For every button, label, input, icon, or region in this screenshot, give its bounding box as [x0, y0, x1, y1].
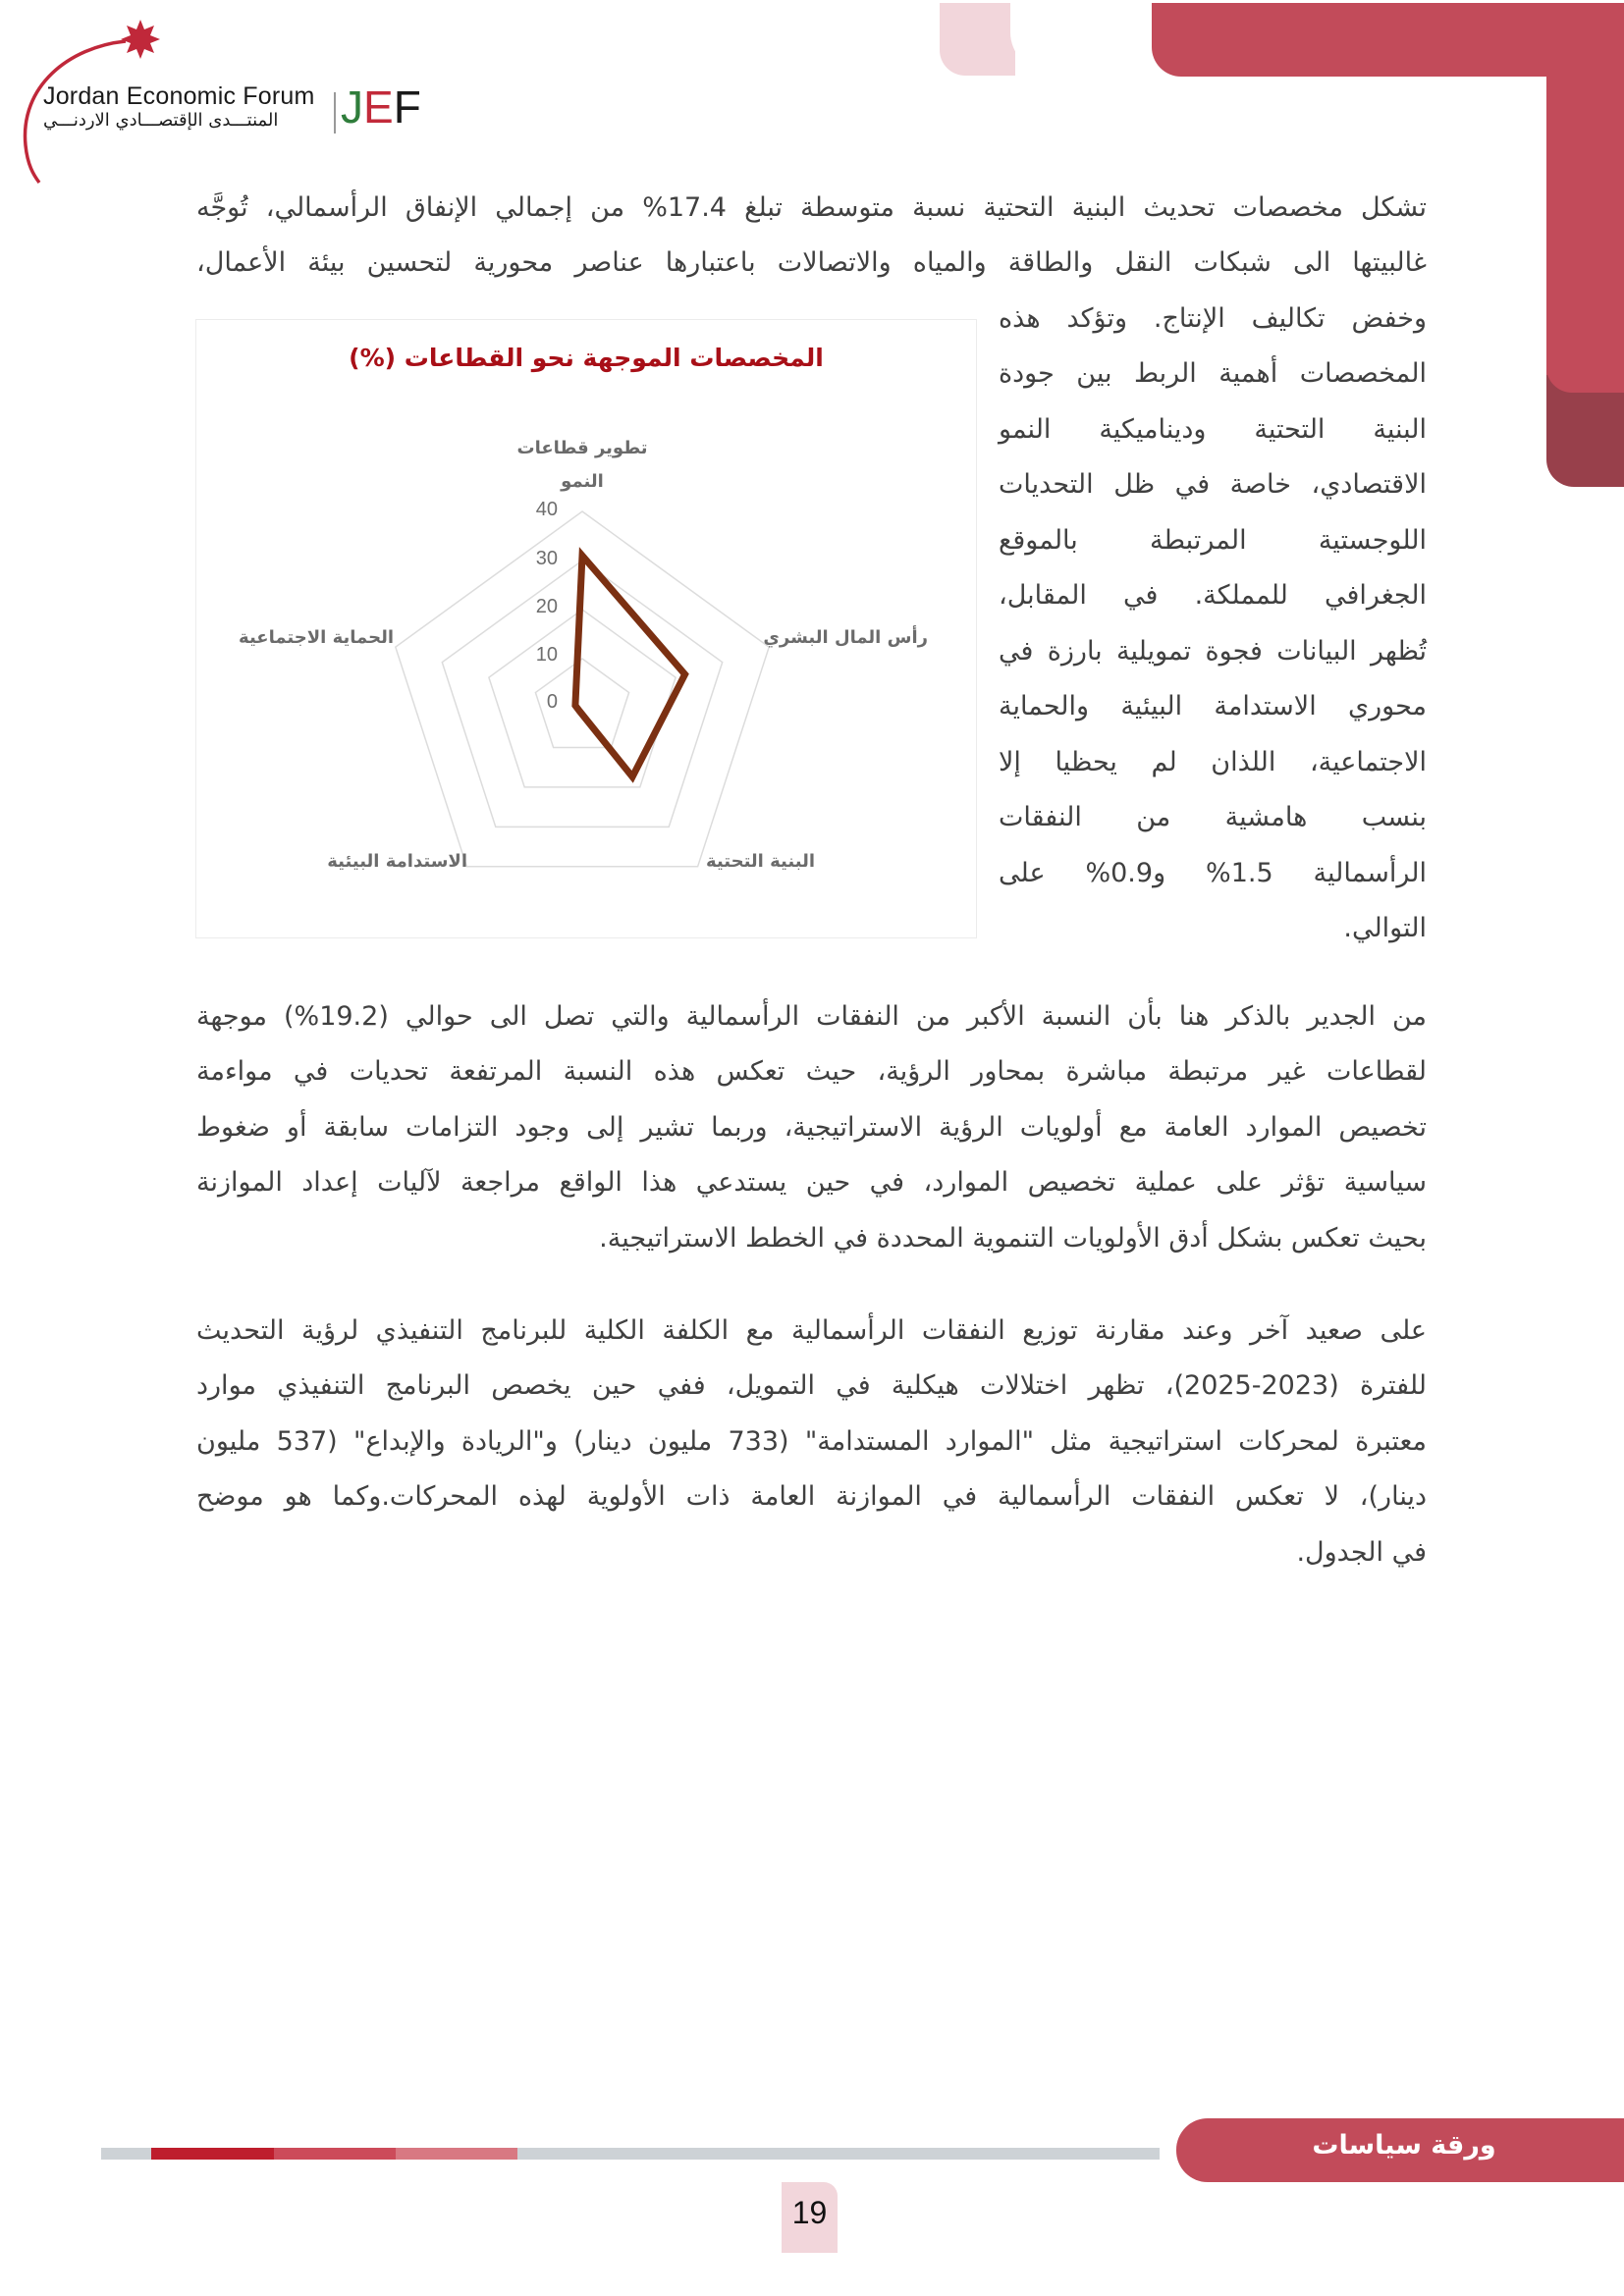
paragraph-2-line: لقطاعات غير مرتبطة مباشرة بمحاور الرؤية، حيث تعكس هذه النسبة المرتفعة تحديات في مواءمة	[196, 1056, 1427, 1087]
paragraph-3-line: معتبرة لمحركات استراتيجية مثل "الموارد المستدامة" (733 مليون دينار) و"الريادة والإبداع" (537 مليون	[196, 1426, 1427, 1457]
header-decoration-pink-tail	[992, 3, 1056, 76]
axis-label-growth-line2: النمو	[561, 471, 604, 492]
logo-separator	[334, 92, 336, 133]
radar-tick-label: 10	[535, 644, 558, 666]
logo-letter-e: E	[363, 81, 394, 133]
logo-letter-f: F	[393, 81, 421, 133]
paragraph-1-side-line: بنسب هامشية من النفقات	[999, 802, 1427, 832]
paragraph-1-side-line: الاقتصادي، خاصة في ظل التحديات	[999, 469, 1427, 500]
paragraph-1-side-line: وخفض تكاليف الإنتاج. وتؤكد هذه	[999, 303, 1427, 334]
paragraph-1-side-line: التوالي.	[1343, 913, 1427, 943]
paragraph-1-side-line: المخصصات أهمية الربط بين جودة	[999, 358, 1427, 389]
footer-accent-segment	[151, 2148, 274, 2160]
logo-name-en: Jordan Economic Forum	[43, 82, 315, 110]
paragraph-1-side-line: الجغرافي للمملكة. في المقابل،	[999, 580, 1427, 611]
paragraph-1-line: تشكل مخصصات تحديث البنية التحتية نسبة متوسطة تبلغ 17.4% من إجمالي الإنفاق الرأسمالي، تُوجَّه	[196, 192, 1427, 223]
policy-paper-badge-label: ورقة سياسات	[1312, 2130, 1496, 2161]
axis-label-human-capital: رأس المال البشري	[763, 627, 928, 648]
footer-accent-segment	[396, 2148, 517, 2160]
paragraph-2-line: بحيث تعكس بشكل أدق الأولويات التنموية المحددة في الخطط الاستراتيجية.	[599, 1223, 1427, 1254]
logo-name-ar: المنتـــدى الإقتصـــادي الاردنـــي	[43, 110, 279, 131]
axis-label-growth: تطوير قطاعات	[516, 438, 648, 458]
page-number: 19	[791, 2195, 828, 2230]
paragraph-3-line: دينار)، لا تعكس النفقات الرأسمالية في الموازنة العامة ذات الأولوية لهذه المحركات.وكما هو موضح	[196, 1481, 1427, 1512]
header-decoration-red-column-end	[1546, 334, 1624, 393]
paragraph-1-side-line: اللوجستية المرتبطة بالموقع	[999, 525, 1427, 556]
paragraph-1-side-line: محوري الاستدامة البيئية والحماية	[999, 691, 1427, 721]
paragraph-3-line: على صعيد آخر وعند مقارنة توزيع النفقات الرأسمالية مع الكلفة الكلية للبرنامج التنفيذي لرؤية التحديث	[196, 1315, 1427, 1346]
radar-tick-label: 40	[535, 499, 558, 520]
radar-tick-label: 0	[546, 691, 558, 713]
paragraph-2-line: سياسية تؤثر على عملية تخصيص الموارد، في حين يستدعي هذا الواقع مراجعة لآليات إعداد الموازنة	[196, 1167, 1427, 1198]
radar-tick-label: 20	[535, 596, 558, 617]
paragraph-1-side-line: الاجتماعية، اللذان لم يحظيا إلا	[999, 747, 1427, 777]
logo-acronym	[341, 82, 421, 132]
axis-label-infrastructure: البنية التحتية	[705, 851, 815, 872]
paragraph-1-line: غالبيتها الى شبكات النقل والطاقة والمياه والاتصالات باعتبارها عناصر محورية لتحسين بيئة الأعمال،	[196, 247, 1427, 278]
paragraph-3-line: في الجدول.	[1296, 1537, 1427, 1568]
axis-label-social: الحماية الاجتماعية	[239, 627, 394, 648]
paragraph-1-side-line: تُظهر البيانات فجوة تمويلية بارزة في	[999, 636, 1427, 667]
logo-letter-j: J	[341, 81, 363, 133]
footer-accent-segment	[274, 2148, 396, 2160]
axis-label-environment: الاستدامة البيئية	[327, 851, 467, 872]
paragraph-1-side-line: الرأسمالية 1.5% و0.9% على	[999, 858, 1427, 888]
paragraph-3-line: للفترة (2023-2025)، تظهر اختلالات هيكلية في التمويل، ففي حين يخصص البرنامج التنفيذي موارد	[196, 1370, 1427, 1401]
paragraph-2-line: تخصيص الموارد العامة مع أولويات الرؤية الاستراتيجية، وربما تشير إلى وجود التزامات سابقة أو ضغوط	[196, 1112, 1427, 1143]
radar-tick-label: 30	[535, 548, 558, 569]
chart-title: المخصصات الموجهة نحو القطاعات (%)	[349, 344, 824, 372]
paragraph-1-side-line: البنية التحتية وديناميكية النمو	[999, 414, 1427, 445]
paragraph-2-line: من الجدير بالذكر هنا بأن النسبة الأكبر من النفقات الرأسمالية والتي تصل الى حوالي (19.2%) موجهة	[196, 1001, 1428, 1032]
